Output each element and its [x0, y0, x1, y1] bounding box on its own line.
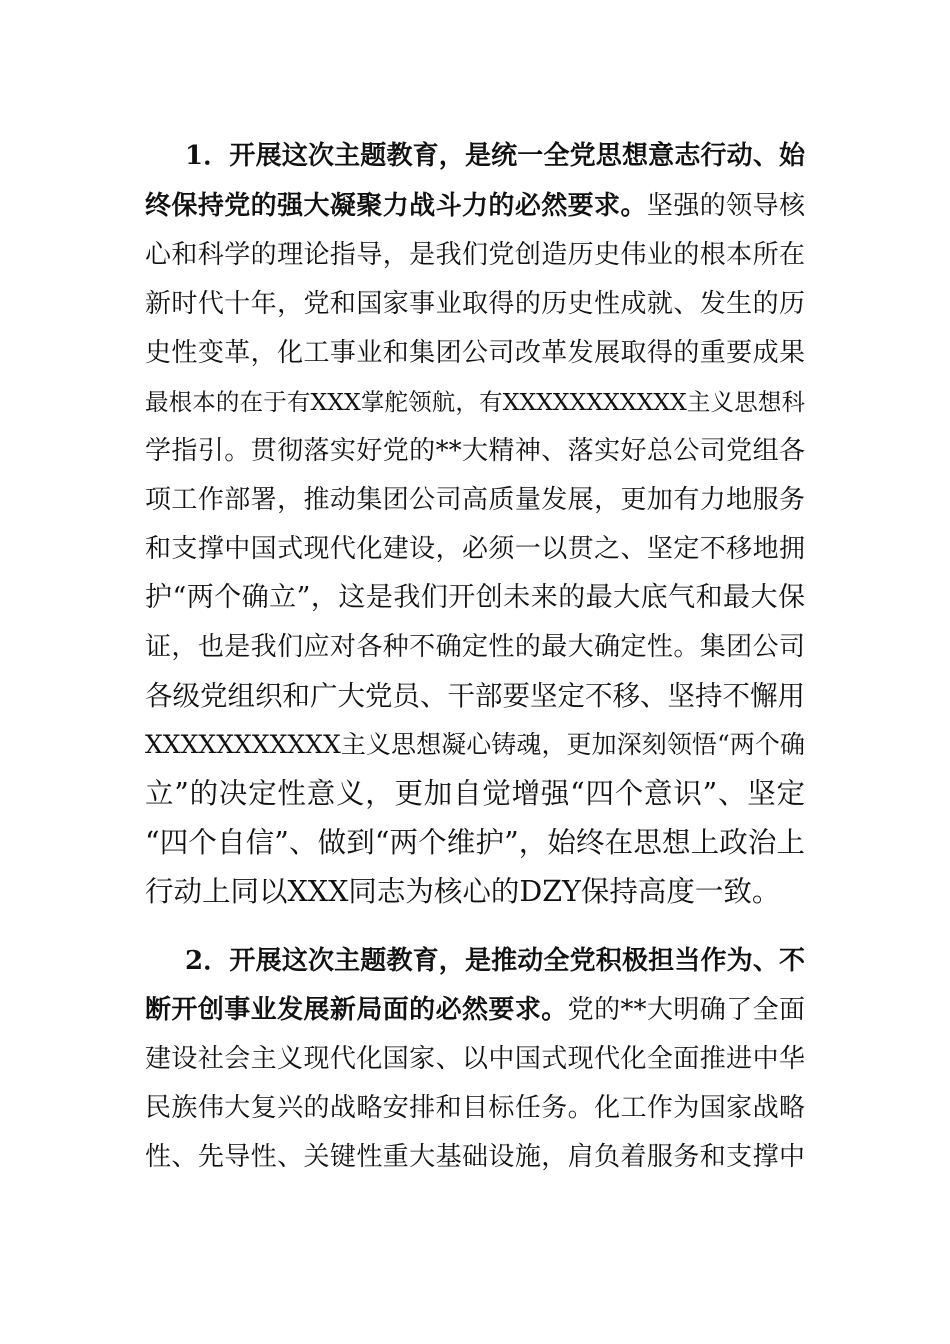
paragraph-1-line-4 [145, 278, 805, 330]
paragraph-1-line-7 [145, 425, 805, 477]
paragraph-1-line-12 [145, 670, 805, 722]
text-segment: 坚强的领导核 [646, 191, 805, 221]
text-segment: 行动上同以XXX同志为核心的DZY保持高度一致。 [145, 875, 781, 908]
text-segment: 护“两个确立”，这是我们开创未来的最大底气和最大保 [145, 582, 805, 613]
paragraph-1-line-3 [145, 229, 805, 281]
paragraph-1-heading-end: 终保持党的强大凝聚力战斗力的必然要求。 [145, 191, 647, 221]
text-segment: 各级党组织和广大党员、干部要坚定不移、坚持不懈用 [145, 680, 805, 712]
text-segment: 性、先导性、关键性重大基础设施，肩负着服务和支撑中 [145, 1142, 805, 1172]
text-segment: 最根本的在于有XXX掌舵领航，有XXXXXXXXXXX主义思想科 [145, 388, 805, 416]
paragraph-1-line-8 [145, 474, 805, 526]
text-segment: 和支撑中国式现代化建设，必须一以贯之、坚定不移地拥 [145, 534, 805, 564]
paragraph-2-line-3 [145, 1033, 805, 1085]
paragraph-1-line-6 [145, 376, 805, 428]
paragraph-1-line-16 [145, 866, 805, 918]
paragraph-1-line-2 [145, 180, 805, 232]
paragraph-1-line-5 [145, 327, 805, 379]
text-segment: 民族伟大复兴的战略安排和目标任务。化工作为国家战略 [145, 1093, 805, 1123]
text-segment: 立”的决定性意义，更加自觉增强“四个意识”、坚定 [145, 777, 805, 810]
paragraph-1-line-9 [145, 523, 805, 575]
paragraph-1-line-11 [145, 621, 805, 673]
paragraph-2-heading-end: 断开创事业发展新局面的必然要求。 [145, 995, 568, 1025]
paragraph-2-line-4 [145, 1082, 805, 1134]
paragraph-2-heading: 2．开展这次主题教育，是推动全党积极担当作为、不 [185, 946, 805, 976]
paragraph-1-line-10 [145, 572, 805, 624]
paragraph-1-line-14 [145, 768, 805, 820]
paragraph-2-line-2 [145, 984, 805, 1036]
paragraph-1-heading: 1．开展这次主题教育，是统一全党思想意志行动、始 [185, 141, 805, 171]
text-segment: 证，也是我们应对各种不确定性的最大确定性。集团公司 [145, 632, 805, 662]
text-segment: 建设社会主义现代化国家、以中国式现代化全面推进中华 [145, 1044, 805, 1074]
paragraph-1-line-1 [185, 130, 805, 182]
text-segment: “四个自信”、做到“两个维护”，始终在思想上政治上 [145, 826, 805, 859]
paragraph-1-line-13 [145, 719, 805, 771]
paragraph-2-line-1 [185, 935, 805, 987]
text-segment: 心和科学的理论指导，是我们党创造历史伟业的根本所在 [145, 240, 805, 270]
text-segment: 党的**大明确了全面 [567, 995, 805, 1025]
text-segment: 项工作部署，推动集团公司高质量发展，更加有力地服务 [145, 485, 805, 515]
paragraph-1-line-15 [145, 817, 805, 869]
text-segment: XXXXXXXXXXX主义思想凝心铸魂，更加深刻领悟“两个确 [145, 730, 805, 759]
paragraph-2-line-5 [145, 1131, 805, 1183]
text-segment: 新时代十年，党和国家事业取得的历史性成就、发生的历 [145, 289, 805, 319]
text-segment: 史性变革，化工事业和集团公司改革发展取得的重要成果 [145, 338, 805, 368]
text-segment: 学指引。贯彻落实好党的**大精神、落实好总公司党组各 [145, 436, 805, 466]
